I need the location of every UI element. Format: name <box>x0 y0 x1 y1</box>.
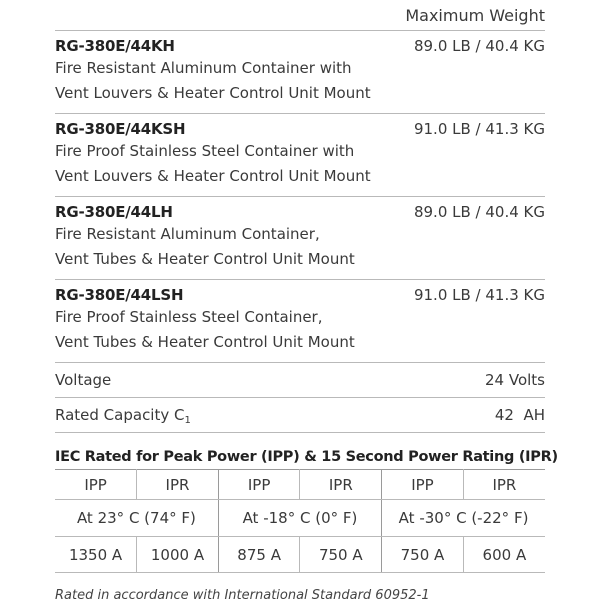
product-weight: 89.0 LB / 40.4 KG <box>413 203 545 221</box>
product-row <box>55 114 545 197</box>
ipr-value: 600 A <box>463 537 545 573</box>
product-description-line: Fire Proof Stainless Steel Container, <box>55 308 323 326</box>
product-weight: 91.0 LB / 41.3 KG <box>413 286 545 304</box>
ipp-header: IPP <box>218 470 300 500</box>
footnote: Rated in accordance with International Standard 60952-1 <box>55 588 430 603</box>
product-description-line: Vent Louvers & Heater Control Unit Mount <box>55 167 371 185</box>
iec-rating-title: IEC Rated for Peak Power (IPP) & 15 Second Power Rating (IPR) <box>55 449 558 465</box>
product-row <box>55 31 545 114</box>
ipp-value: 875 A <box>218 537 300 573</box>
max-weight-header: Maximum Weight <box>405 6 545 25</box>
product-weight: 91.0 LB / 41.3 KG <box>413 120 545 138</box>
ipr-value: 750 A <box>300 537 382 573</box>
capacity-subscript: 1 <box>184 415 191 426</box>
spec-sheet <box>55 0 558 603</box>
table-row <box>55 470 545 500</box>
voltage-row <box>55 363 545 398</box>
ipr-header: IPR <box>137 470 219 500</box>
ipr-header: IPR <box>463 470 545 500</box>
product-description-line: Fire Resistant Aluminum Container with <box>55 59 352 77</box>
voltage-label: Voltage <box>55 371 112 389</box>
ipr-value: 1000 A <box>137 537 219 573</box>
product-model: RG-380E/44LH <box>55 203 173 221</box>
product-description-line: Fire Resistant Aluminum Container, <box>55 225 320 243</box>
product-row <box>55 280 545 363</box>
ipp-value: 1350 A <box>55 537 137 573</box>
voltage-value: 24 Volts <box>485 371 545 389</box>
iec-rating-table <box>55 469 545 573</box>
product-description-line: Vent Louvers & Heater Control Unit Mount <box>55 84 371 102</box>
temperature-cell: At -30° C (-22° F) <box>382 500 545 537</box>
ipr-header: IPR <box>300 470 382 500</box>
capacity-row <box>55 398 545 433</box>
product-model: RG-380E/44KH <box>55 37 175 55</box>
ipp-header: IPP <box>55 470 137 500</box>
table-row <box>55 537 545 573</box>
capacity-value: 42 AH <box>494 406 545 424</box>
ipp-value: 750 A <box>382 537 464 573</box>
ipp-header: IPP <box>382 470 464 500</box>
temperature-cell: At 23° C (74° F) <box>55 500 218 537</box>
product-row <box>55 197 545 280</box>
product-weight: 89.0 LB / 40.4 KG <box>413 37 545 55</box>
temperature-cell: At -18° C (0° F) <box>218 500 381 537</box>
product-description-line: Vent Tubes & Heater Control Unit Mount <box>55 333 355 351</box>
product-description-line: Vent Tubes & Heater Control Unit Mount <box>55 250 355 268</box>
table-row <box>55 500 545 537</box>
product-description-line: Fire Proof Stainless Steel Container with <box>55 142 355 160</box>
product-model: RG-380E/44LSH <box>55 286 184 304</box>
capacity-label: Rated Capacity C <box>55 406 185 424</box>
product-model: RG-380E/44KSH <box>55 120 186 138</box>
